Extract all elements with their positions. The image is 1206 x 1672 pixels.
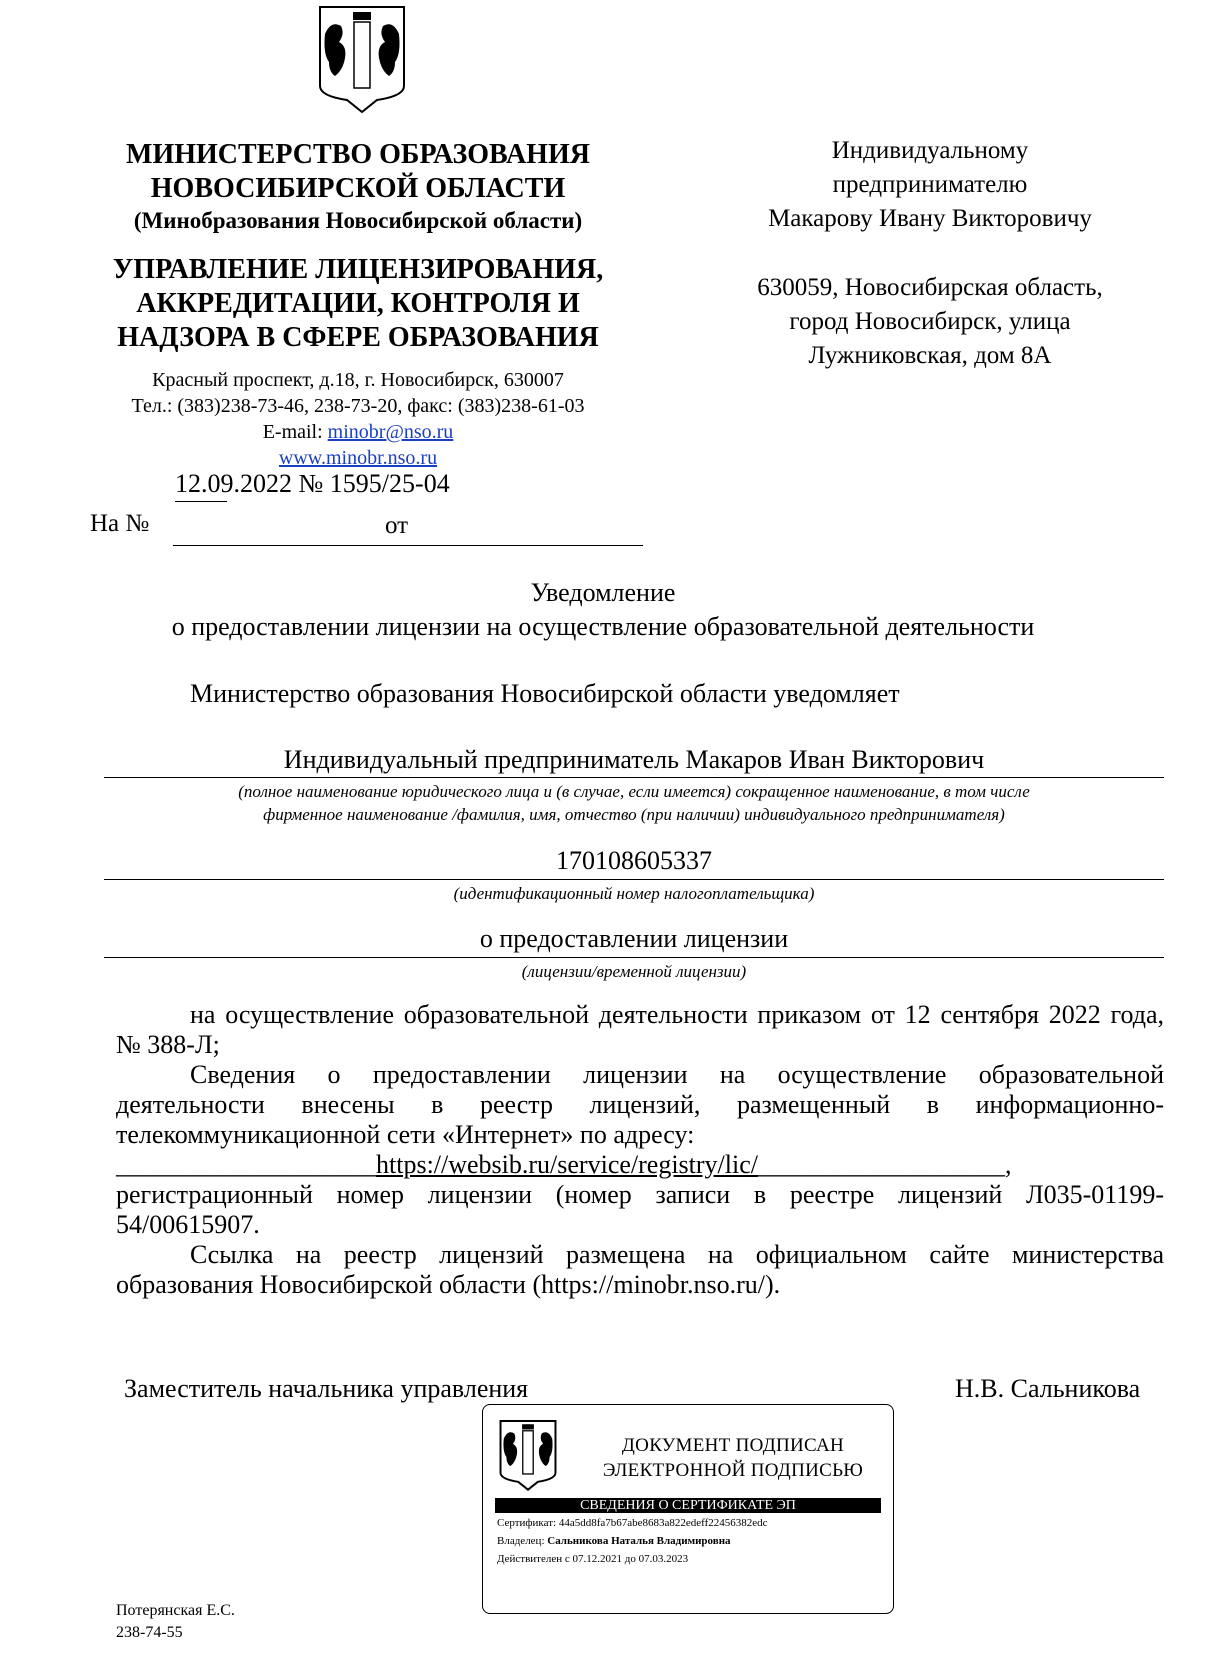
decision-value: о предоставлении лицензии (479, 924, 789, 953)
body-paragraph-license-number: регистрационный номер лицензии (номер записи в реестре лицензий Л035-01199-54/00615907. (116, 1180, 1164, 1239)
stamp-certificate (497, 1517, 768, 1529)
entity-hint-line: фирменное наименование /фамилия, имя, отчество (при наличии) индивидуального предпринимателя) (263, 805, 1005, 824)
document-subtitle: о предоставлении лицензии на осуществление образовательной деятельности (171, 612, 1035, 641)
ministry-phones: Тел.: (383)238-73-46, 238-73-20, факс: (383)238-61-03 (131, 395, 585, 417)
email-label: E-mail: (262, 421, 328, 443)
ministry-address: Красный проспект, д.18, г. Новосибирск, 630007 (152, 369, 564, 391)
body-paragraph-link: Ссылка на реестр лицензий размещена на официальном сайте министерства образования Новосибирской области (https://minobr.nso.ru/). (116, 1240, 1164, 1299)
recipient-address-line: город Новосибирск, улица (789, 308, 1071, 335)
decision-hint: (лицензии/временной лицензии) (521, 962, 747, 981)
decision-underline (104, 957, 1164, 958)
recipient-address-block (700, 271, 1160, 373)
body-paragraph-order: на осуществление образовательной деятельности приказом от 12 сентября 2022 года, № 388-Л; (116, 1000, 1164, 1059)
ministry-short-name: (Минобразования Новосибирской области) (133, 208, 583, 233)
owner-value: Сальникова Наталья Владимировна (547, 1535, 731, 1547)
recipient-line: предпринимателю (832, 171, 1028, 198)
signer-name: Н.В. Сальникова (955, 1374, 1141, 1403)
executor-name: Потерянская Е.С. (116, 1602, 235, 1619)
reg-underline (175, 501, 227, 502)
certificate-value: 44a5dd8fa7b67abe8683a822edeff22456382edc (558, 1517, 768, 1529)
email-link[interactable]: minobr@nso.ru (327, 421, 454, 443)
recipient-line: Индивидуальному (831, 137, 1029, 164)
stamp-owner (497, 1535, 731, 1547)
document-title: Уведомление (530, 578, 676, 607)
notice-body (116, 1000, 1164, 1300)
stamp-emblem-icon (495, 1419, 561, 1491)
entity-hint-line: (полное наименование юридического лица и (в случае, если имеется) сокращенное наименование, в том числе (238, 782, 1030, 801)
recipient-name-block (700, 134, 1160, 236)
intro-text: Министерство образования Новосибирской области уведомляет (190, 679, 900, 708)
url-underline-post: ___________________, (757, 1150, 1012, 1179)
stamp-certificate-header: СВЕДЕНИЯ О СЕРТИФИКАТЕ ЭП (495, 1498, 881, 1513)
registry-url-line (116, 1150, 1164, 1180)
entity-underline (104, 777, 1164, 778)
ministry-email-row (88, 419, 628, 445)
executor-phone: 238-74-55 (116, 1624, 183, 1641)
document-date-number: 12.09.2022 № 1595/25-04 (175, 469, 450, 498)
website-link[interactable]: www.minobr.nso.ru (278, 447, 438, 469)
stamp-title-line: ЭЛЕКТРОННОЙ ПОДПИСЬЮ (602, 1460, 864, 1481)
registry-url-link[interactable]: https://websib.ru/service/registry/lic/ (376, 1150, 758, 1179)
reply-underline (173, 545, 643, 546)
ministry-name: МИНИСТЕРСТВО ОБРАЗОВАНИЯ НОВОСИБИРСКОЙ ОБЛАСТИ (126, 139, 590, 204)
coat-of-arms-emblem (317, 4, 407, 114)
inn-value: 170108605337 (556, 846, 712, 875)
certificate-label: Сертификат: (497, 1517, 559, 1529)
department-name: УПРАВЛЕНИЕ ЛИЦЕНЗИРОВАНИЯ, АККРЕДИТАЦИИ, КОНТРОЛЯ И НАДЗОРА В СФЕРЕ ОБРАЗОВАНИЯ (112, 254, 604, 353)
ministry-contacts (88, 367, 628, 471)
owner-label: Владелец: (497, 1535, 548, 1547)
body-paragraph-registry: Сведения о предоставлении лицензии на осуществление образовательной деятельности внесены в реестр лицензий, размещенный в информационно-телекоммуникационной сети «Интернет» по адресу: (116, 1060, 1164, 1149)
recipient-line: Макарову Ивану Викторовичу (768, 205, 1092, 232)
reply-number-label: На № (90, 510, 150, 537)
recipient-address-line: 630059, Новосибирская область, (757, 274, 1103, 301)
stamp-title-line: ДОКУМЕНТ ПОДПИСАН (621, 1435, 845, 1456)
electronic-signature-stamp (482, 1404, 894, 1614)
executor-info (116, 1600, 235, 1644)
entity-name-value: Индивидуальный предприниматель Макаров Иван Викторович (283, 745, 985, 774)
reply-from-label: от (385, 512, 409, 539)
entity-hint (104, 780, 1164, 826)
signer-position: Заместитель начальника управления (124, 1374, 529, 1403)
recipient-address-line: Лужниковская, дом 8А (808, 342, 1052, 369)
inn-hint: (идентификационный номер налогоплательщика) (453, 884, 815, 903)
url-underline-pre: ____________________ (116, 1150, 376, 1179)
stamp-validity: Действителен с 07.12.2021 до 07.03.2023 (497, 1553, 689, 1565)
inn-underline (104, 879, 1164, 880)
